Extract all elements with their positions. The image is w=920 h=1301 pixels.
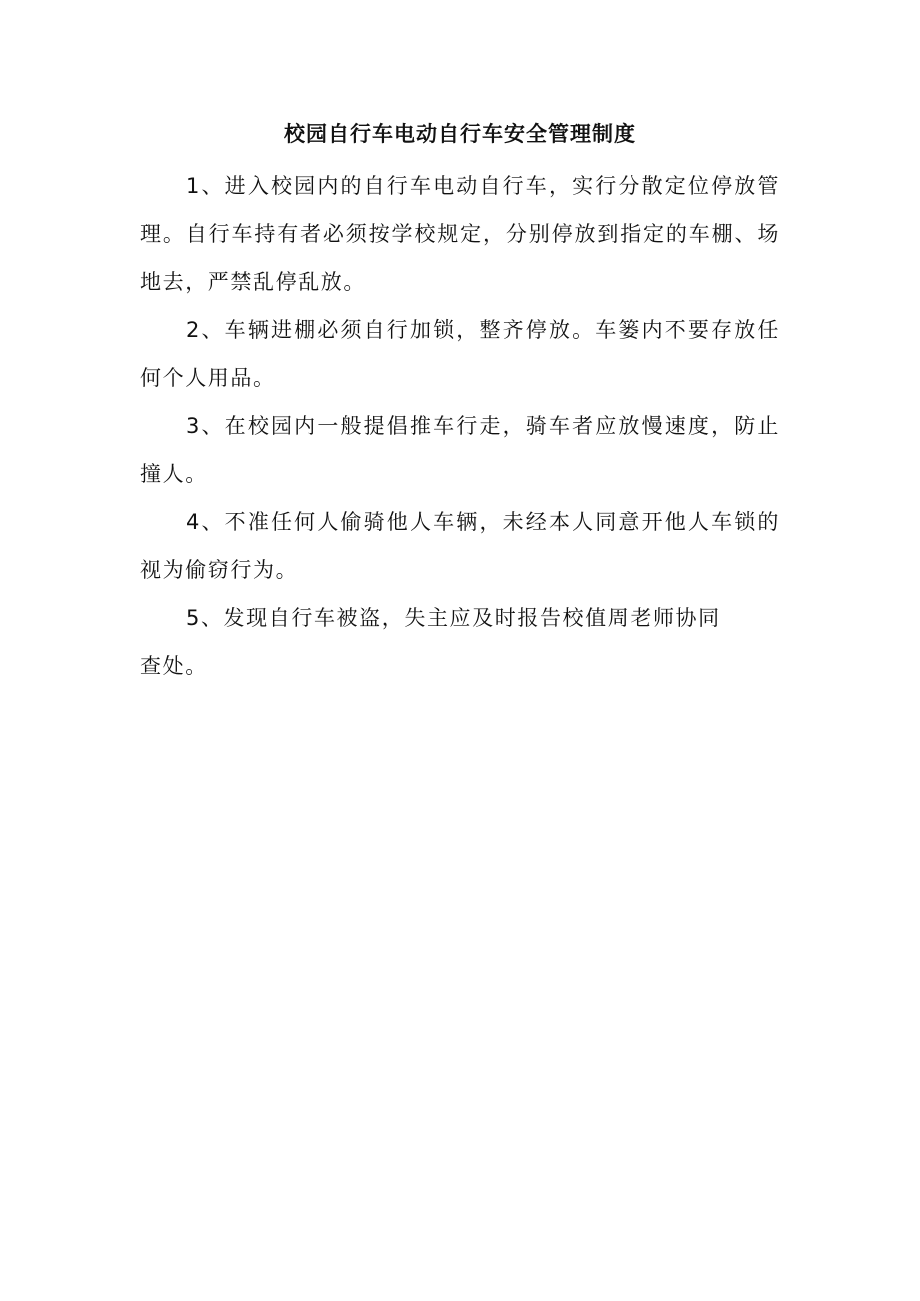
paragraph-5-line-1: 5、发现自行车被盗，失主应及时报告校值周老师协同 bbox=[186, 606, 721, 630]
paragraph-4: 4、不准任何人偷骑他人车辆，未经本人同意开他人车锁的视为偷窃行为。 bbox=[140, 510, 780, 582]
paragraph-3: 3、在校园内一般提倡推车行走，骑车者应放慢速度，防止撞人。 bbox=[140, 414, 780, 486]
document-title: 校园自行车电动自行车安全管理制度 bbox=[284, 122, 636, 146]
paragraph-2: 2、车辆进棚必须自行加锁，整齐停放。车篓内不要存放任何个人用品。 bbox=[140, 318, 780, 390]
document-body bbox=[140, 162, 780, 690]
paragraph-5-line-2: 查处。 bbox=[140, 654, 208, 678]
paragraph-5 bbox=[140, 594, 780, 690]
paragraph-1: 1、进入校园内的自行车电动自行车，实行分散定位停放管理。自行车持有者必须按学校规定，分别停放到指定的车棚、场地去，严禁乱停乱放。 bbox=[140, 174, 780, 294]
